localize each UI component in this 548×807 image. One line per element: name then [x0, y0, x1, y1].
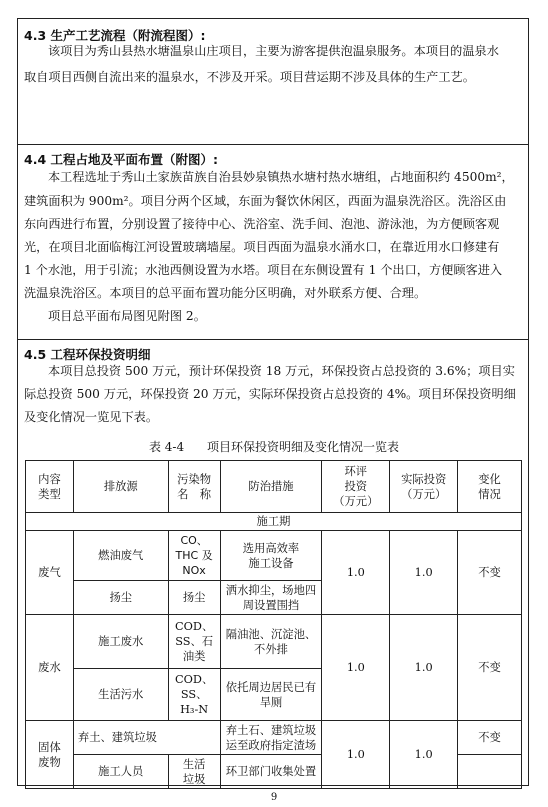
- source-cell: 施工人员: [73, 755, 168, 789]
- section-4-4-title: 4.4 工程占地及平面布置（附图）:: [24, 152, 218, 167]
- type-gas: 废气: [26, 531, 74, 615]
- measure-cell: 环卫部门收集处置: [220, 755, 322, 789]
- source-cell: 施工废水: [73, 615, 168, 669]
- header-change: 变化 情况: [458, 461, 522, 513]
- section-divider: [17, 339, 529, 340]
- measure-cell: 选用高效率 施工设备: [220, 531, 322, 581]
- change-cell: 不变: [458, 721, 522, 755]
- header-eia-invest: 环评 投资 （万元）: [322, 461, 390, 513]
- eia-invest-cell: 1.0: [322, 615, 390, 721]
- source-cell: 扬尘: [73, 581, 168, 615]
- section-4-4-line-7: 项目总平面布局图见附图 2。: [48, 309, 206, 323]
- phase-label: 施工期: [26, 513, 522, 531]
- header-pollutant: 污染物 名 称: [168, 461, 220, 513]
- measure-cell: 洒水抑尘，场地四 周设置围挡: [220, 581, 322, 615]
- actual-invest-cell: 1.0: [390, 615, 458, 721]
- table-row: [26, 721, 522, 755]
- table-caption: 表 4-4 项目环保投资明细及变化情况一览表: [148, 440, 400, 454]
- source-cell: 燃油废气: [73, 531, 168, 581]
- source-cell: 弃土、建筑垃圾: [73, 721, 220, 755]
- section-4-4-line-4: 光，在项目北面临梅江河设置玻璃墙屋。项目西面为温泉水涌水口，在靠近用水口修建有: [24, 240, 500, 254]
- table-row: [26, 531, 522, 581]
- pollutant-cell: COD、 SS、 H₃-N: [168, 669, 220, 721]
- section-4-4-line-3: 东向西进行布置，分别设置了接待中心、洗浴室、洗手间、泡池、游泳池，为方便顾客观: [24, 217, 500, 231]
- section-4-4-line-5: 1 个水池，用于引流；水池西侧设置为水塔。项目在东侧设置有 1 个出口，方便顾客进入: [24, 263, 503, 277]
- header-measure: 防治措施: [220, 461, 322, 513]
- table-phase-row: [26, 513, 522, 531]
- change-cell-empty: [458, 755, 522, 789]
- measure-cell: 弃土石、建筑垃圾 运至政府指定渣场: [220, 721, 322, 755]
- section-4-3-title: 4.3 生产工艺流程（附流程图）:: [24, 28, 206, 43]
- change-cell: 不变: [458, 531, 522, 615]
- page-number: 9: [270, 792, 278, 803]
- section-4-5-line-3: 及变化情况一览见下表。: [24, 410, 159, 424]
- actual-invest-cell: 1.0: [390, 531, 458, 615]
- section-4-3-line-2: 取自项目西侧自流出来的温泉水，不涉及开采。项目营运期不涉及具体的生产工艺。: [24, 70, 475, 84]
- table-header-row: [26, 461, 522, 513]
- section-4-4-line-6: 洗温泉洗浴区。本项目的总平面布置功能分区明确，对外联系方便、合理。: [24, 286, 427, 300]
- header-source: 排放源: [73, 461, 168, 513]
- investment-table: [25, 460, 522, 789]
- pollutant-cell: 扬尘: [168, 581, 220, 615]
- source-cell: 生活污水: [73, 669, 168, 721]
- change-cell: 不变: [458, 615, 522, 721]
- header-content-type: 内容 类型: [26, 461, 74, 513]
- section-4-5-line-2: 际总投资 500 万元，环保投资 20 万元，实际环保投资占总投资的 4%。项目环保投资明细: [24, 387, 516, 401]
- section-4-5-line-1: 本项目总投资 500 万元，预计环保投资 18 万元，环保投资占总投资的 3.6%；项目实: [48, 364, 515, 378]
- section-4-4-line-2: 建筑面积为 900m²。项目分两个区域，东面为餐饮休闲区，西面为温泉洗浴区。洗浴区由: [24, 194, 507, 208]
- eia-invest-cell: 1.0: [322, 531, 390, 615]
- header-actual-invest: 实际投资 （万元）: [390, 461, 458, 513]
- pollutant-cell: 生活 垃圾: [168, 755, 220, 789]
- actual-invest-cell: 1.0: [390, 721, 458, 789]
- section-4-5-title: 4.5 工程环保投资明细: [24, 347, 151, 362]
- type-solid: 固体 废物: [26, 721, 74, 789]
- type-water: 废水: [26, 615, 74, 721]
- section-divider: [17, 144, 529, 145]
- table-row: [26, 615, 522, 669]
- section-4-3-line-1: 该项目为秀山县热水塘温泉山庄项目，主要为游客提供泡温泉服务。本项目的温泉水: [48, 44, 499, 58]
- measure-cell: 隔油池、沉淀池、 不外排: [220, 615, 322, 669]
- eia-invest-cell: 1.0: [322, 721, 390, 789]
- section-4-4-line-1: 本工程选址于秀山土家族苗族自治县妙泉镇热水塘村热水塘组，占地面积约 4500m²，: [48, 170, 514, 184]
- measure-cell: 依托周边居民已有 旱厕: [220, 669, 322, 721]
- pollutant-cell: CO、 THC 及 NOx: [168, 531, 220, 581]
- pollutant-cell: COD、 SS、石 油类: [168, 615, 220, 669]
